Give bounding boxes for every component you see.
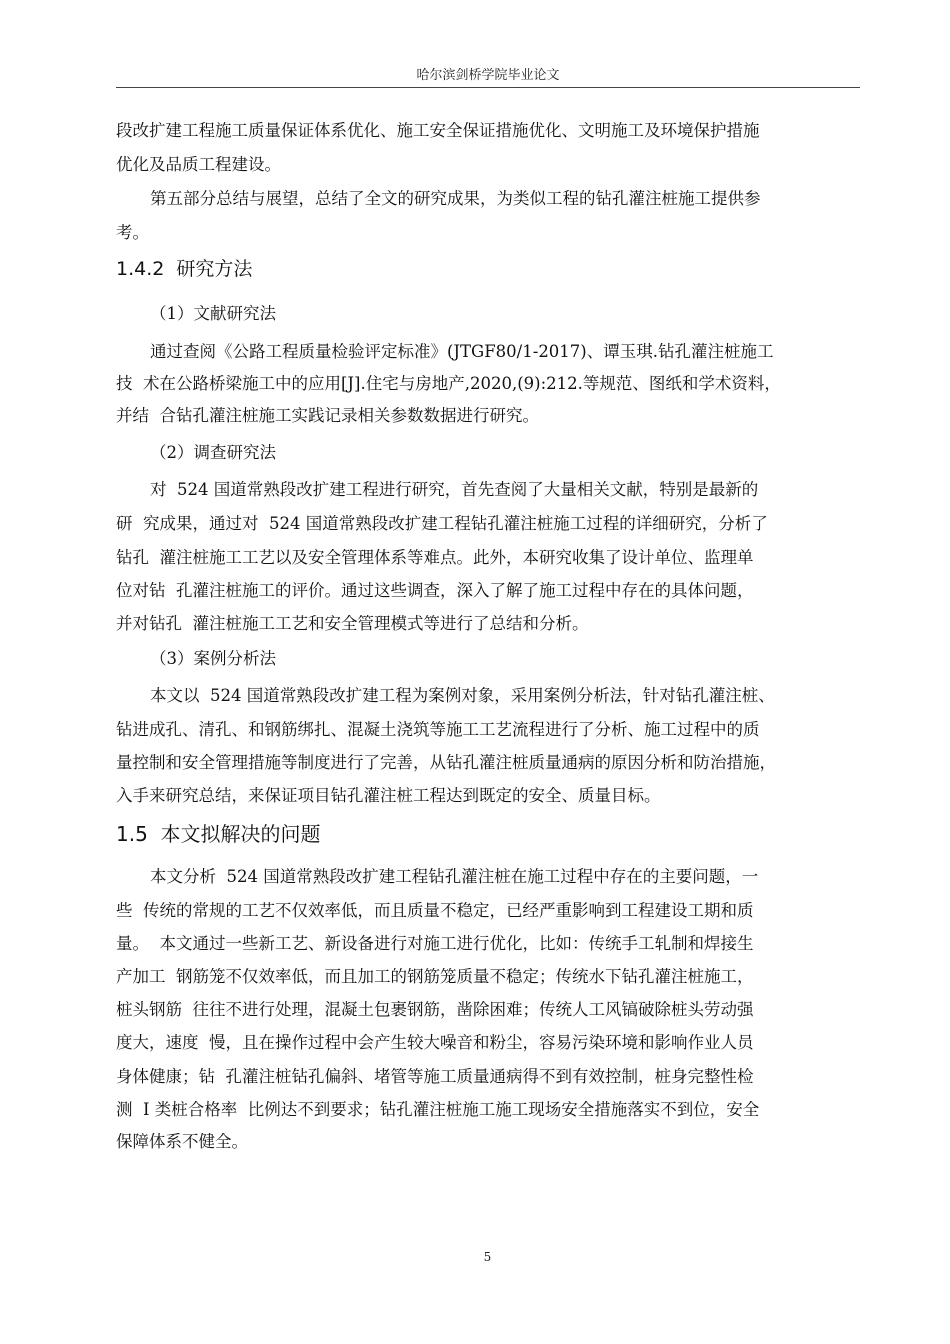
text-line: 并对钻孔 灌注桩施工工艺和安全管理模式等进行了总结和分析。 (116, 614, 589, 633)
text-line: 优化及品质工程建设。 (116, 155, 281, 174)
text-line: 保障体系不健全。 (116, 1132, 248, 1151)
section-heading-1-4-2: 1.4.2 研究方法 (116, 258, 253, 280)
text-line: 桩头钢筋 往往不进行处理，混凝土包裹钢筋，凿除困难；传统人工风镐破除桩头劳动强 (116, 1000, 754, 1019)
subsection-title: （1）文献研究法 (150, 304, 276, 323)
subsection-title: （2）调查研究法 (150, 443, 276, 462)
text-line: 些 传统的常规的工艺不仅效率低，而且质量不稳定，已经严重影响到工程建设工期和质 (116, 901, 754, 920)
text-line: 测 I 类桩合格率 比例达不到要求；钻孔灌注桩施工施工现场安全措施落实不到位，安全 (116, 1100, 760, 1119)
text-line: 技 术在公路桥梁施工中的应用[J].住宅与房地产,2020,(9):212.等规范、图纸和学术资料， (116, 374, 781, 393)
text-line: 钻孔 灌注桩施工工艺以及安全管理体系等难点。此外，本研究收集了设计单位、监理单 (116, 548, 754, 567)
text-line: 钻进成孔、清孔、和钢筋绑扎、混凝土浇筑等施工工艺流程进行了分析、施工过程中的质 (116, 720, 760, 739)
text-line: 量控制和安全管理措施等制度进行了完善，从钻孔灌注桩质量通病的原因分析和防治措施， (116, 753, 776, 772)
text-line: 位对钻 孔灌注桩施工的评价。通过这些调查，深入了解了施工过程中存在的具体问题， (116, 581, 754, 600)
header-title: 哈尔滨剑桥学院毕业论文 (416, 68, 560, 83)
text-line: 段改扩建工程施工质量保证体系优化、施工安全保证措施优化、文明施工及环境保护措施 (116, 121, 760, 140)
text-line: 入手来研究总结，来保证项目钻孔灌注桩工程达到既定的安全、质量目标。 (116, 786, 661, 805)
section-heading-1-5: 1.5 本文拟解决的问题 (116, 822, 321, 846)
text-line: 对 524 国道常熟段改扩建工程进行研究，首先查阅了大量相关文献，特别是最新的 (150, 480, 759, 499)
header-rule (116, 87, 860, 88)
text-line: 并结 合钻孔灌注桩施工实践记录相关参数数据进行研究。 (116, 406, 539, 425)
text-line: 产加工 钢筋笼不仅效率低，而且加工的钢筋笼质量不稳定；传统水下钻孔灌注桩施工， (116, 967, 754, 986)
text-line: 通过查阅《公路工程质量检验评定标准》(JTGF80/1-2017)、谭玉琪.钻孔灌注桩施工 (150, 342, 774, 361)
text-line: 身体健康；钻 孔灌注桩钻孔偏斜、堵管等施工质量通病得不到有效控制，桩身完整性检 (116, 1067, 754, 1086)
text-line: 考。 (116, 223, 149, 242)
subsection-title: （3）案例分析法 (150, 649, 276, 668)
text-line: 度大，速度 慢，且在操作过程中会产生较大噪音和粉尘，容易污染环境和影响作业人员 (116, 1033, 754, 1052)
text-line: 本文以 524 国道常熟段改扩建工程为案例对象，采用案例分析法，针对钻孔灌注桩、 (150, 686, 775, 705)
text-line: 第五部分总结与展望，总结了全文的研究成果，为类似工程的钻孔灌注桩施工提供参 (150, 189, 761, 208)
text-line: 本文分析 524 国道常熟段改扩建工程钻孔灌注桩在施工过程中存在的主要问题，一 (150, 867, 759, 886)
text-line: 研 究成果，通过对 524 国道常熟段改扩建工程钻孔灌注桩施工过程的详细研究，分析了 (116, 514, 768, 533)
text-line: 量。 本文通过一些新工艺、新设备进行对施工进行优化，比如：传统手工轧制和焊接生 (116, 934, 754, 953)
page-number: 5 (483, 1250, 492, 1264)
